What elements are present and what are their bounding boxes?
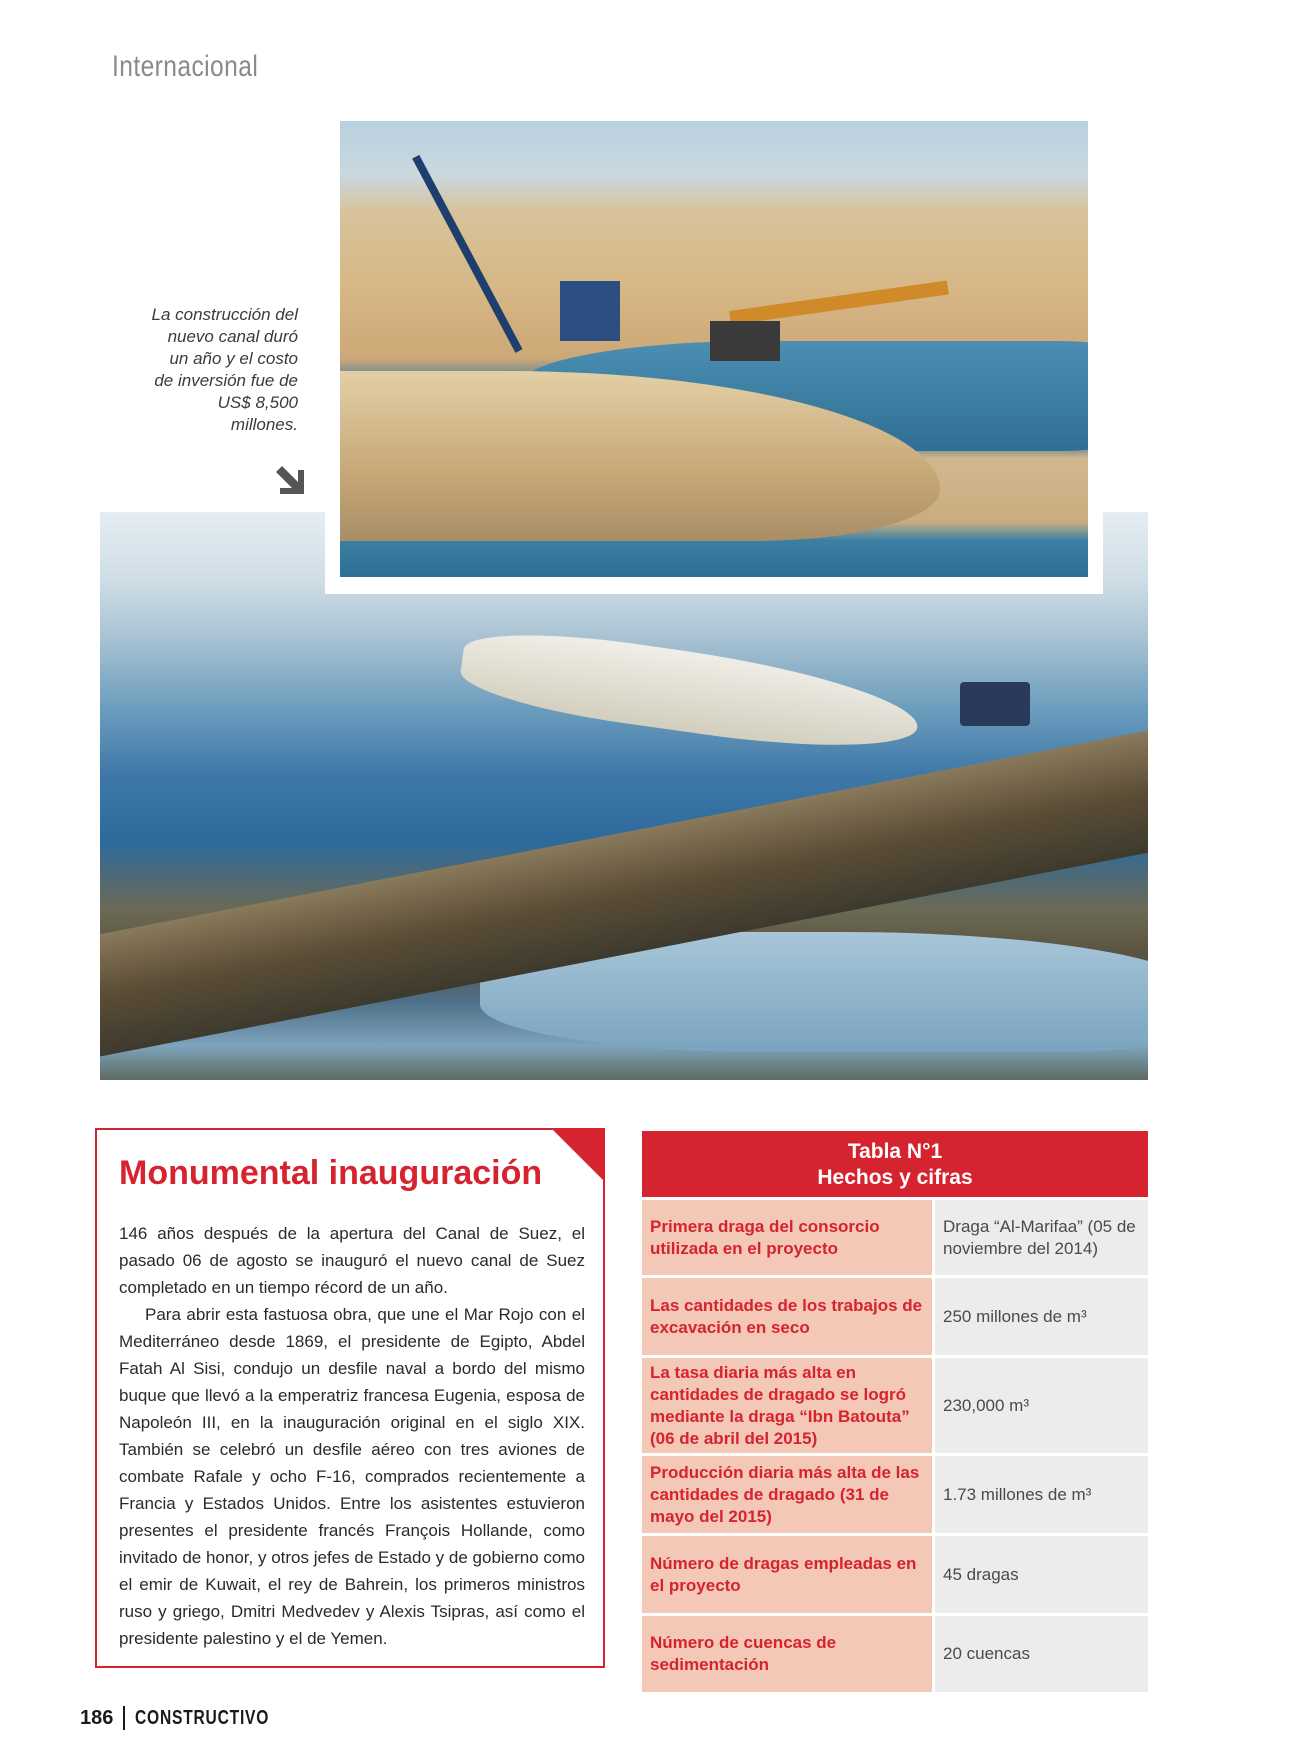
- article-title: Monumental inauguración: [119, 1154, 543, 1192]
- corner-flag: [551, 1128, 605, 1182]
- photo-caption: La construcción del nuevo canal duró un año y el costo de inversión fue de US$ 8,500 millones.: [151, 305, 298, 434]
- article-body: [119, 1220, 585, 1652]
- table-row-label: Número de cuencas de sedimentación: [642, 1616, 932, 1692]
- table-row-value: 20 cuencas: [932, 1616, 1148, 1692]
- table-row: [642, 1275, 1148, 1355]
- table-row-label: Número de dragas empleadas en el proyecto: [642, 1536, 932, 1613]
- table-row-label: La tasa diaria más alta en cantidades de dragado se logró mediante la draga “Ibn Batouta” (06 de abril del 2015): [642, 1358, 932, 1453]
- table-row-value: 1.73 millones de m³: [932, 1456, 1148, 1533]
- page-footer: [80, 1706, 307, 1730]
- article-paragraph: Para abrir esta fastuosa obra, que une el Mar Rojo con el Mediterráneo desde 1869, el presidente de Egipto, Abdel Fatah Al Sisi, condujo un desfile naval a bordo del mismo buque que llevó a la emperatriz francesa Eugenia, esposa de Napoleón III, en la inauguración original en el siglo XIX. También se celebró un desfile aéreo con tres aviones de combate Rafale y ocho F-16, comprados recientemente a Francia y Estados Unidos. Entre los asistentes estuvieron presentes el presidente francés François Hollande, como invitado de honor, y otros jefes de Estado y de gobierno como el emir de Kuwait, el rey de Bahrein, los primeros ministros ruso y griego, Dmitri Medvedev y Alexis Tsipras, así como el presidente palestino y el de Yemen.: [119, 1305, 585, 1648]
- table-header: [642, 1131, 1148, 1197]
- table-row-label: Primera draga del consorcio utilizada en el proyecto: [642, 1200, 932, 1275]
- article-paragraph: 146 años después de la apertura del Canal de Suez, el pasado 06 de agosto se inauguró el nuevo canal de Suez completado en un tiempo récord de un año.: [119, 1224, 585, 1297]
- table-row-value: Draga “Al-Marifaa” (05 de noviembre del 2014): [932, 1200, 1148, 1275]
- table-title-line1: Tabla N°1: [847, 1140, 943, 1163]
- table-row: [642, 1533, 1148, 1613]
- article-box: [95, 1128, 605, 1668]
- arrow-down-right-icon: [272, 462, 308, 498]
- section-label: Internacional: [112, 50, 259, 83]
- table-row-value: 45 dragas: [932, 1536, 1148, 1613]
- footer-divider: [123, 1706, 125, 1730]
- table-row: [642, 1453, 1148, 1533]
- table-row: [642, 1197, 1148, 1275]
- table-row-value: 230,000 m³: [932, 1358, 1148, 1453]
- photo-canal-aerial: [100, 512, 1148, 1080]
- page-number: 186: [80, 1706, 114, 1729]
- table-row-value: 250 millones de m³: [932, 1278, 1148, 1355]
- table-row: [642, 1613, 1148, 1692]
- table-row-label: Las cantidades de los trabajos de excavación en seco: [642, 1278, 932, 1355]
- photo-construction-works: [340, 121, 1088, 577]
- table-title-line2: Hechos y cifras: [817, 1166, 973, 1189]
- facts-table: [642, 1131, 1148, 1692]
- table-row: [642, 1355, 1148, 1453]
- table-row-label: Producción diaria más alta de las cantidades de dragado (31 de mayo del 2015): [642, 1456, 932, 1533]
- magazine-name: CONSTRUCTIVO: [135, 1706, 270, 1729]
